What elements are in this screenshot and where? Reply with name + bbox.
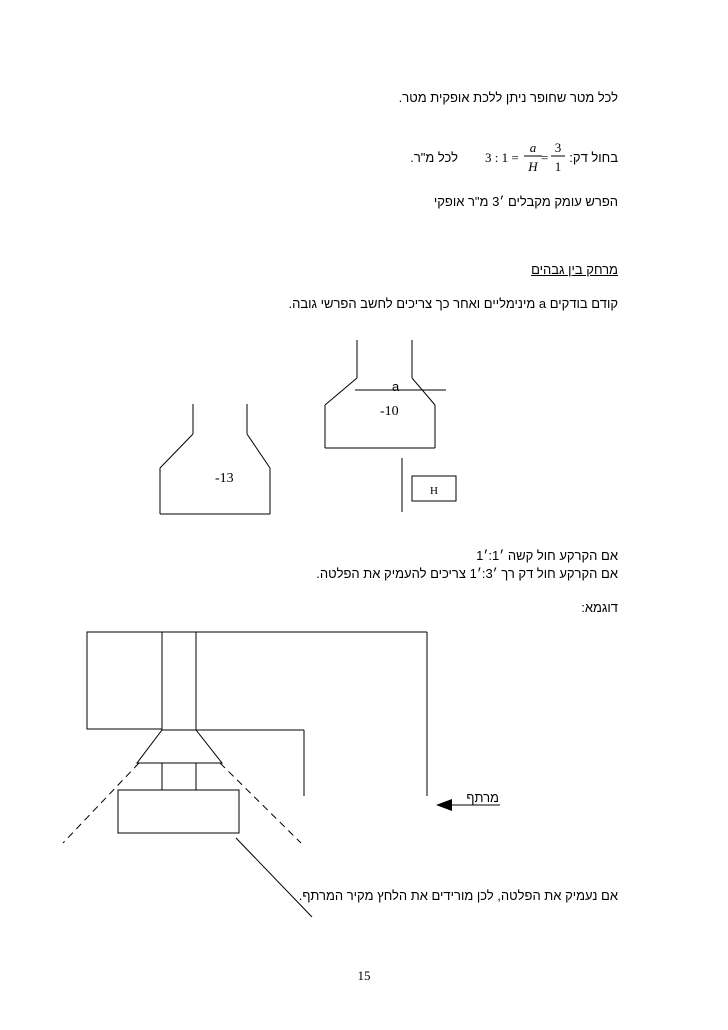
formula-den-1: 1 — [554, 159, 562, 174]
text-line-6: אם הקרקע חול דק רך ׳3:׳1 צריכים להעמיק את הפלטה. — [316, 566, 618, 581]
text-line-8: אם נעמיק את הפלטה, לכן מורידים את הלחץ מקיר המרתף. — [298, 888, 618, 903]
label-a: a — [392, 379, 400, 394]
formula-equals: = — [541, 150, 549, 165]
formula-den-H: H — [528, 159, 538, 174]
text-line-2-suffix: לכל מ"ר. — [410, 150, 458, 165]
text-line-5: אם הקרקע חול קשה ׳1:׳1 — [476, 548, 618, 563]
formula-num-a: a — [529, 140, 537, 155]
section-heading: מרחק בין גבהים — [531, 262, 618, 277]
label-basement: מרתף — [466, 790, 499, 805]
deep-pressure-line — [236, 838, 312, 917]
page-number: 15 — [357, 968, 371, 983]
text-line-1: לכל מטר שחופר ניתן ללכת אופקית מטר. — [398, 90, 618, 105]
pressure-line-right — [220, 763, 301, 843]
text-line-4: קודם בודקים a מינימליים ואחר כך צריכים לחשב הפרשי גובה. — [288, 296, 618, 311]
label-minus-13: -13 — [215, 471, 234, 486]
footing-right — [325, 340, 435, 448]
text-line-7: דוגמא: — [581, 600, 618, 615]
text-line-2-prefix: בחול דק: — [569, 150, 618, 165]
pressure-line-left — [63, 763, 139, 843]
basement-arrow-head — [436, 799, 452, 811]
text-line-3: הפרש עומק מקבלים ׳3 מ"ר אופקי — [433, 194, 618, 209]
formula-num-3: 3 — [554, 140, 562, 155]
label-H: H — [430, 485, 438, 497]
label-minus-10: -10 — [380, 404, 399, 419]
formula-ratio: 3 : 1 = — [485, 150, 519, 165]
basement-structure — [87, 632, 427, 833]
footing-left — [160, 404, 270, 514]
